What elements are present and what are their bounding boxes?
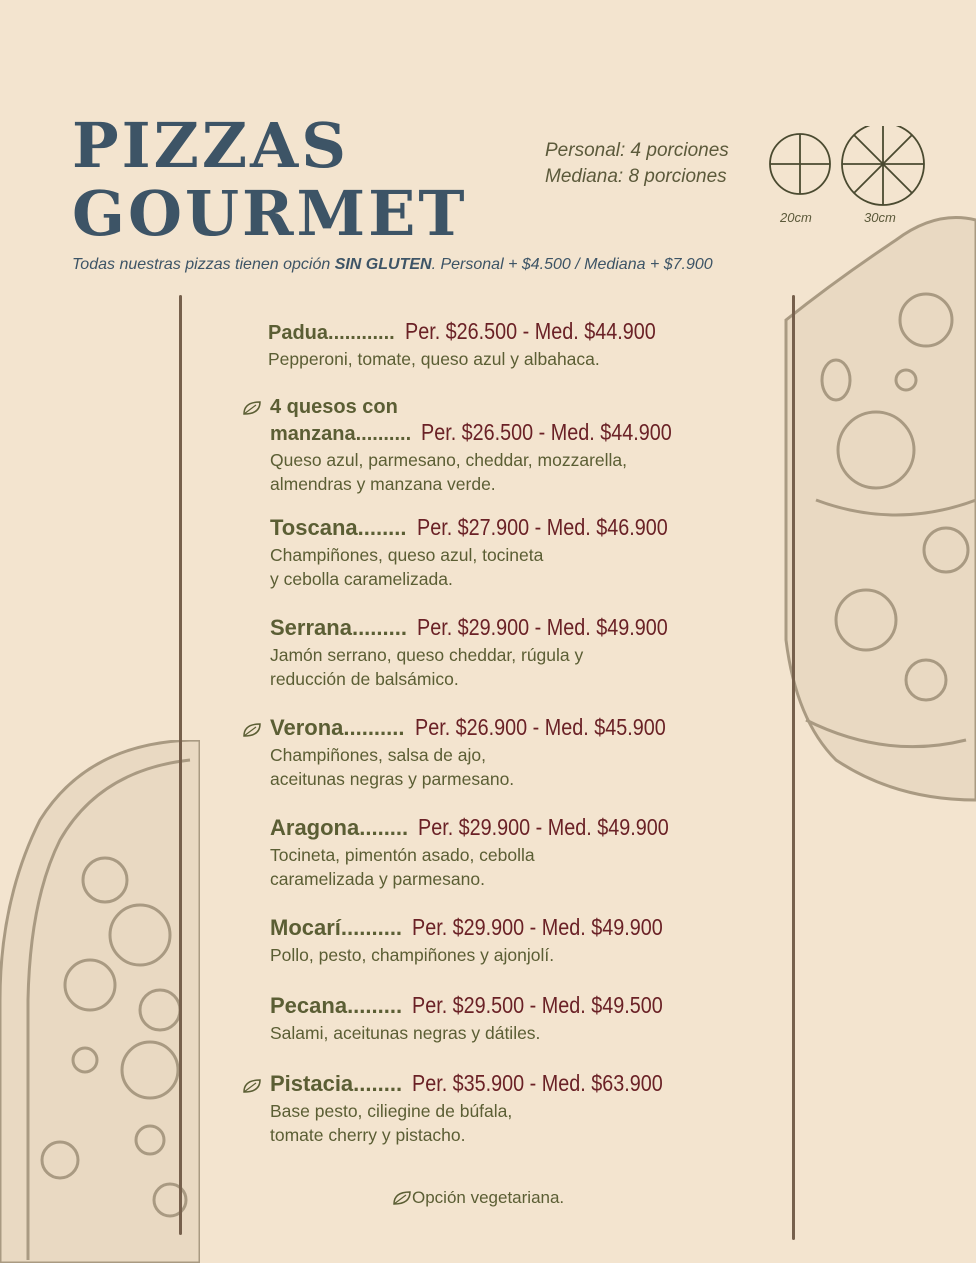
size-large-label: 30cm [864,210,896,225]
item-name: Mocarí [270,915,341,940]
menu-item-padua: Padua ............ Per. $26.500 - Med. $44.900 Pepperoni, tomate, queso azul y albahaca. [268,318,696,371]
pizza-sketch-left [0,740,200,1263]
item-price: Per. $35.900 - Med. $63.900 [412,1070,663,1096]
item-name: 4 quesos con [270,396,398,418]
menu-item-4-quesos: 4 quesos con manzana .......... Per. $26.500 - Med. $44.900 Queso azul, parmesano, cheddar, mozzarella, almendras y manzana verde. [270,396,713,496]
menu-item-serrana: Serrana ......... Per. $29.900 - Med. $49.900 Jamón serrano, queso cheddar, rúgula y reducción de balsámico. [270,614,709,691]
vegetarian-note [392,1188,564,1208]
item-name: Toscana [270,515,358,540]
item-name: Verona [270,715,344,740]
item-description: Champiñones, queso azul, tocineta y cebolla caramelizada. [270,545,544,589]
item-name: Serrana [270,615,352,640]
menu-item-pistacia: Pistacia ........ Per. $35.900 - Med. $63.900 Base pesto, ciliegine de búfala, tomate cherry y pistacho. [270,1070,704,1147]
item-description: Queso azul, parmesano, cheddar, mozzarella, almendras y manzana verde. [270,450,627,494]
item-price: Per. $26.500 - Med. $44.900 [404,318,656,344]
title-line-2: GOURMET [72,177,468,250]
menu-item-aragona: Aragona ........ Per. $29.900 - Med. $49.900 Tocineta, pimentón asado, cebolla caramelizada y parmesano. [270,814,710,891]
menu-item-mocari: Mocarí .......... Per. $29.900 - Med. $49.900 Pollo, pesto, champiñones y ajonjolí. [270,914,704,967]
item-description: Champiñones, salsa de ajo, aceitunas negras y parmesano. [270,745,515,789]
item-price: Per. $26.500 - Med. $44.900 [421,419,672,445]
leaf-icon [242,722,262,738]
pizza-sketch-right [776,200,976,810]
portions-info [545,138,729,190]
divider-left [179,295,182,1235]
item-description: Jamón serrano, queso cheddar, rúgula y reducción de balsámico. [270,645,584,689]
item-name: Pistacia [270,1071,354,1096]
leaf-icon [242,400,262,416]
item-price: Per. $29.900 - Med. $49.900 [412,914,663,940]
item-description: Base pesto, ciliegine de búfala, tomate cherry y pistacho. [270,1101,513,1145]
divider-right [792,295,795,1240]
item-price: Per. $26.900 - Med. $45.900 [414,714,666,740]
gluten-note: Todas nuestras pizzas tienen opción SIN GLUTEN. Personal + $4.500 / Mediana + $7.900 [72,256,713,273]
item-price: Per. $29.900 - Med. $49.900 [416,614,668,640]
item-description: Pepperoni, tomate, queso azul y albahaca. [268,349,600,369]
item-name: Aragona [270,815,360,840]
size-small-label: 20cm [780,210,812,225]
leaf-icon [392,1190,412,1206]
vegetarian-note-text: Opción vegetariana. [412,1188,565,1207]
menu-item-toscana: Toscana ........ Per. $27.900 - Med. $46.900 Champiñones, queso azul, tocineta y cebolla caramelizada. [270,514,708,591]
item-description: Salami, aceitunas negras y dátiles. [270,1023,541,1043]
item-price: Per. $27.900 - Med. $46.900 [416,514,668,540]
item-name-line2: manzana [270,423,356,445]
item-name: Pecana [270,993,348,1018]
menu-item-verona: Verona .......... Per. $26.900 - Med. $45.900 Champiñones, salsa de ajo, aceitunas negras y parmesano. [270,714,706,791]
page-title [72,109,468,250]
portions-mediana: Mediana: 8 porciones [545,166,727,187]
item-description: Pollo, pesto, champiñones y ajonjolí. [270,945,555,965]
menu-item-pecana: Pecana ......... Per. $29.500 - Med. $49.500 Salami, aceitunas negras y dátiles. [270,992,704,1045]
item-price: Per. $29.500 - Med. $49.500 [412,992,663,1018]
item-description: Tocineta, pimentón asado, cebolla caramelizada y parmesano. [270,845,535,889]
title-line-1: PIZZAS [72,109,350,182]
portions-personal: Personal: 4 porciones [545,140,729,161]
item-price: Per. $29.900 - Med. $49.900 [418,814,669,840]
leaf-icon [242,1078,262,1094]
item-name: Padua [268,322,329,344]
